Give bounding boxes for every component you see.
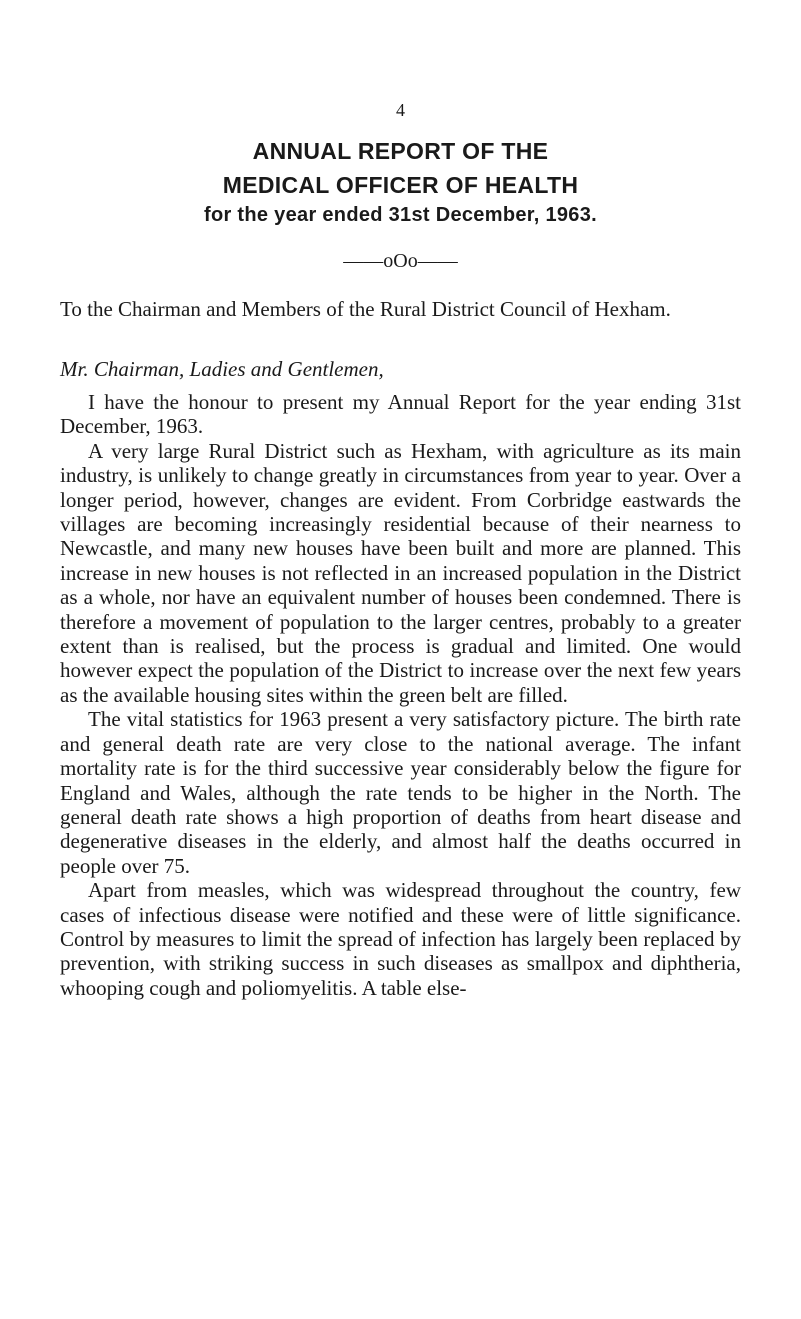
report-title-line-2: MEDICAL OFFICER OF HEALTH — [222, 172, 579, 198]
report-body — [60, 390, 741, 1000]
report-title-line-1: ANNUAL REPORT OF THE — [252, 138, 549, 164]
addressee: To the Chairman and Members of the Rural District Council of Hexham. — [60, 297, 671, 321]
paragraph-vital-statistics: The vital statistics for 1963 present a very satisfactory picture. The birth rate and general death rate are very close to the national average. The infant mortality rate is for the third successive year considerably below the figure for England and Wales, although the rate tends to be higher in the North. The general death rate shows a high proportion of deaths from heart disease and degenerative diseases in the elderly, and almost half the deaths occurred in people over 75. — [60, 707, 741, 878]
page-number: 4 — [396, 100, 405, 120]
paragraph-district: A very large Rural District such as Hexham, with agriculture as its main industry, is unlikely to change greatly in circumstances from year to year. Over a longer period, however, changes are evident. From Corbridge eastwards the villages are becoming increasingly residential because of their nearness to Newcastle, and many new houses have been built and more are planned. This increase in new houses is not reflected in an increased population in the District as a whole, nor have an equivalent number of houses been condemned. There is therefore a movement of population to the larger centres, probably to a greater extent than is realised, but the process is gradual and limited. One would however expect the population of the District to increase over the next few years as the available housing sites within the green belt are filled. — [60, 438, 741, 707]
salutation: Mr. Chairman, Ladies and Gentlemen, — [60, 357, 384, 381]
paragraph-infectious-disease: Apart from measles, which was widespread throughout the country, few cases of infectious disease were notified and these were of little significance. Control by measures to limit the spread of infection has largely been replaced by prevention, with striking success in such diseases as smallpox and diphtheria, whooping cough and poliomyelitis. A table else- — [60, 878, 741, 1000]
report-subtitle: for the year ended 31st December, 1963. — [204, 204, 597, 226]
separator-ornament: ——oOo—— — [343, 250, 458, 272]
paragraph-intro: I have the honour to present my Annual Report for the year ending 31st December, 1963. — [60, 390, 741, 439]
